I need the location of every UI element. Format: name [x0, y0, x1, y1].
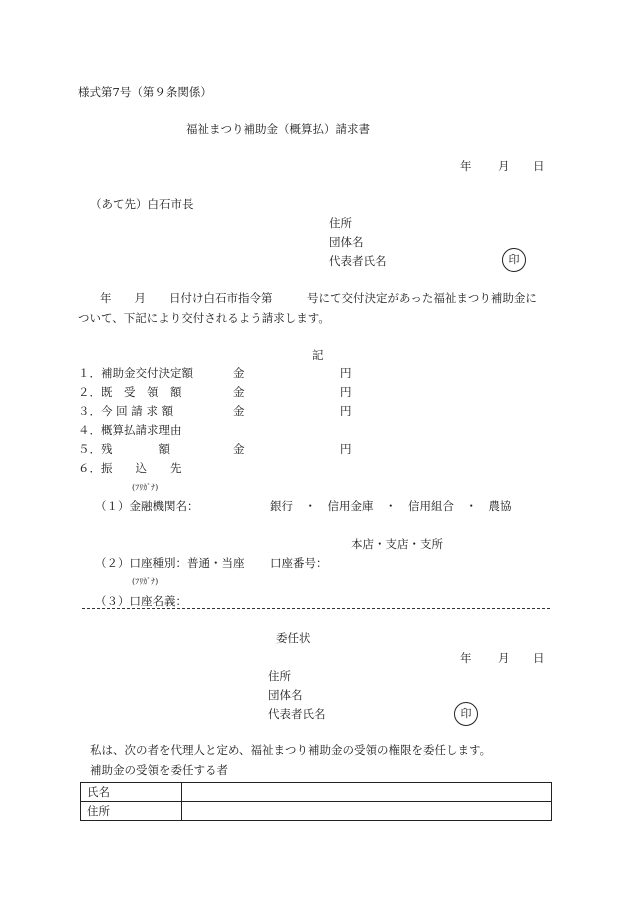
applicant-address-label: 住所	[329, 216, 352, 230]
proxy-title: 委任状	[276, 631, 311, 645]
date-year: 年	[460, 159, 472, 173]
cut-line	[82, 608, 550, 609]
document-title: 福祉まつり補助金（概算払）請求書	[186, 122, 370, 136]
proxy-date-month: 月	[498, 651, 510, 665]
bank-type-options: 銀行 ・ 信用金庫 ・ 信用組合 ・ 農協	[270, 499, 512, 513]
date-month: 月	[498, 159, 510, 173]
item-current-request-yen: 円	[340, 404, 352, 418]
proxy-group-label: 団体名	[268, 688, 303, 702]
item-received-kin: 金	[233, 385, 245, 399]
applicant-group-label: 団体名	[329, 235, 364, 249]
item-current-request-kin: 金	[233, 404, 245, 418]
item-received-label: ２．既 受 領 額	[78, 385, 182, 399]
delegate-row-address	[81, 802, 552, 821]
item-remaining-kin: 金	[233, 442, 245, 456]
item-decided-amount-label: １．補助金交付決定額	[78, 366, 193, 380]
delegate-row-name	[81, 783, 552, 802]
proxy-date-year: 年	[460, 651, 472, 665]
item-decided-amount-kin: 金	[233, 366, 245, 380]
account-name-label: （３）口座名義：	[95, 594, 187, 608]
furigana-account: (ﾌﾘｶﾞﾅ)	[132, 577, 159, 586]
proxy-seal: 印	[454, 702, 478, 726]
delegate-name-label: 氏名	[81, 783, 182, 802]
item-transfer-label: ６．振 込 先	[78, 461, 182, 475]
account-type: （２）口座種別：普通・当座	[95, 556, 245, 570]
item-received-yen: 円	[340, 385, 352, 399]
applicant-seal: 印	[502, 248, 526, 272]
request-body-line2: ついて、下記により交付されるよう請求します。	[78, 311, 330, 325]
delegate-table	[80, 782, 552, 821]
item-current-request-label: ３．今 回 請 求 額	[78, 404, 174, 418]
bank-name-label: （１）金融機関名：	[95, 499, 199, 513]
ki-heading: 記	[312, 348, 324, 362]
delegate-heading: 補助金の受領を委任する者	[90, 763, 228, 777]
proxy-statement: 私は、次の者を代理人と定め、福祉まつり補助金の受領の権限を委任します。	[90, 743, 492, 757]
proxy-rep-label: 代表者氏名	[268, 707, 326, 721]
item-remaining-yen: 円	[340, 442, 352, 456]
addressee: （あて先）白石市長	[90, 197, 194, 211]
delegate-address-value[interactable]	[182, 802, 552, 821]
date-day: 日	[533, 159, 545, 173]
form-id: 様式第7号（第９条関係）	[78, 85, 212, 99]
account-number-label: 口座番号：	[270, 556, 328, 570]
branch-options: 本店・支店・支所	[351, 537, 443, 551]
delegate-address-label: 住所	[81, 802, 182, 821]
delegate-name-value[interactable]	[182, 783, 552, 802]
item-decided-amount-yen: 円	[340, 366, 352, 380]
item-remaining-label: ５．残 額	[78, 442, 170, 456]
item-reason-label: ４．概算払請求理由	[78, 423, 182, 437]
furigana-bank: (ﾌﾘｶﾞﾅ)	[132, 483, 159, 492]
proxy-date-day: 日	[533, 651, 545, 665]
applicant-rep-label: 代表者氏名	[329, 254, 387, 268]
proxy-address-label: 住所	[268, 669, 291, 683]
request-body-line1: 年 月 日付け白石市指令第 号にて交付決定があった福祉まつり補助金に	[100, 291, 537, 305]
